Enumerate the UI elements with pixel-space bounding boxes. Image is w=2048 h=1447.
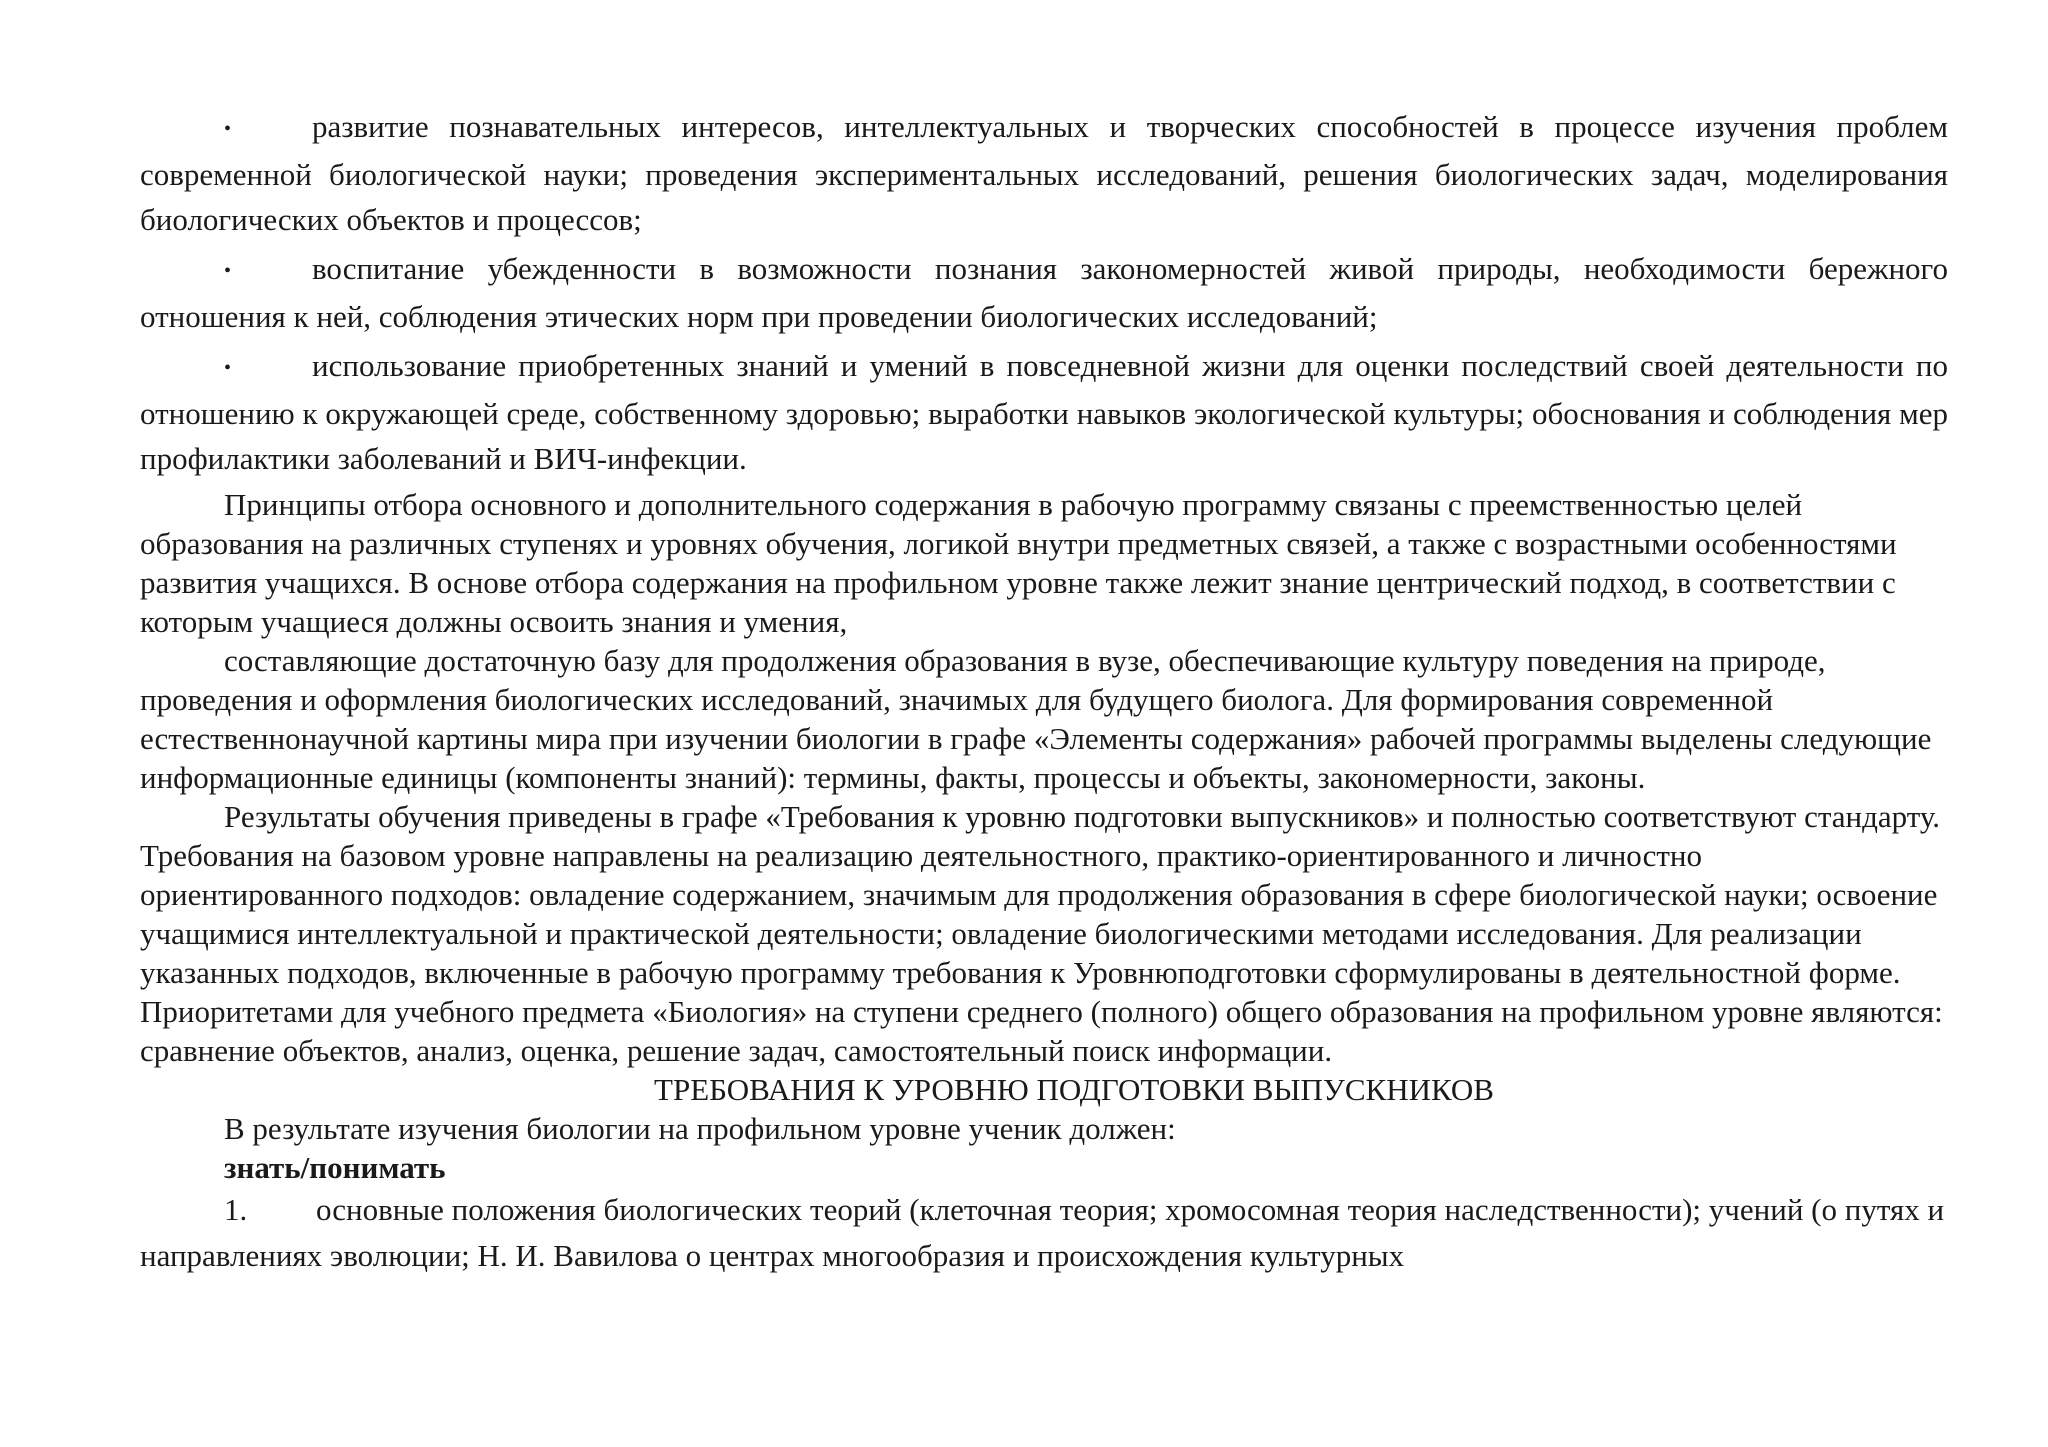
bullet-item-2	[140, 246, 1948, 339]
numbered-item-1	[140, 1187, 1948, 1279]
bullet-text: воспитание убежденности в возможности познания закономерностей живой природы, необходимости бережного отношения к ней, соблюдения этических норм при проведении биологических исследований;	[140, 251, 1948, 334]
bullet-text: использование приобретенных знаний и умений в повседневной жизни для оценки последствий своей деятельности по отношению к окружающей среде, собственному здоровью; выработки навыков экологической культуры; обоснования и соблюдения мер профилактики заболеваний и ВИЧ-инфекции.	[140, 348, 1948, 476]
bullet-text: развитие познавательных интересов, интеллектуальных и творческих способностей в процессе изучения проблем современной биологической науки; проведения экспериментальных исследований, решения биологических задач, моделирования биологических объектов и процессов;	[140, 109, 1948, 237]
item-number: 1.	[224, 1192, 248, 1227]
paragraph-principles: Принципы отбора основного и дополнительного содержания в рабочую программу связаны с преемственностью целей образования на различных ступенях и уровнях обучения, логикой внутри предметных связей, а также с возрастными особенностями развития учащихся. В основе отбора содержания на профильном уровне также лежит знание центрический подход, в соответствии с которым учащиеся должны освоить знания и умения,	[140, 487, 1897, 639]
bullet-marker: •	[224, 118, 232, 140]
bullet-item-1	[140, 104, 1948, 242]
bullet-marker: •	[224, 357, 232, 379]
bullet-marker: •	[224, 260, 232, 282]
document-page	[140, 104, 1948, 1279]
section-heading: ТРЕБОВАНИЯ К УРОВНЮ ПОДГОТОВКИ ВЫПУСКНИКОВ	[654, 1072, 1494, 1107]
bullet-item-3	[140, 343, 1948, 481]
paragraph-results: Результаты обучения приведены в графе «Требования к уровню подготовки выпускников» и полностью соответствуют стандарту. Требования на базовом уровне направлены на реализацию деятельностного, практико-ориентированного и личностно ориентированного подходов: овладение содержанием, значимым для продолжения образования в сфере биологической науки; освоение учащимися интеллектуальной и практической деятельности; овладение биологическими методами исследования. Для реализации указанных подходов, включенные в рабочую программу требования к Уровнюподготовки сформулированы в деятельностной форме. Приоритетами для учебного предмета «Биология» на ступени среднего (полного) общего образования на профильном уровне являются: сравнение объектов, анализ, оценка, решение задач, самостоятельный поиск информации.	[140, 799, 1943, 1068]
subheading-know-understand: знать/понимать	[224, 1150, 446, 1185]
intro-line: В результате изучения биологии на профильном уровне ученик должен:	[224, 1111, 1176, 1146]
numbered-item-text: основные положения биологических теорий (клеточная теория; хромосомная теория наследственности); учений (о путях и направлениях эволюции; Н. И. Вавилова о центрах многообразия и происхождения культурных	[140, 1192, 1945, 1273]
paragraph-knowledge-base: составляющие достаточную базу для продолжения образования в вузе, обеспечивающие культуру поведения на природе, проведения и оформления биологических исследований, значимых для будущего биолога. Для формирования современной естественнонаучной картины мира при изучении биологии в графе «Элементы содержания» рабочей программы выделены следующие информационные единицы (компоненты знаний): термины, факты, процессы и объекты, закономерности, законы.	[140, 643, 1932, 795]
